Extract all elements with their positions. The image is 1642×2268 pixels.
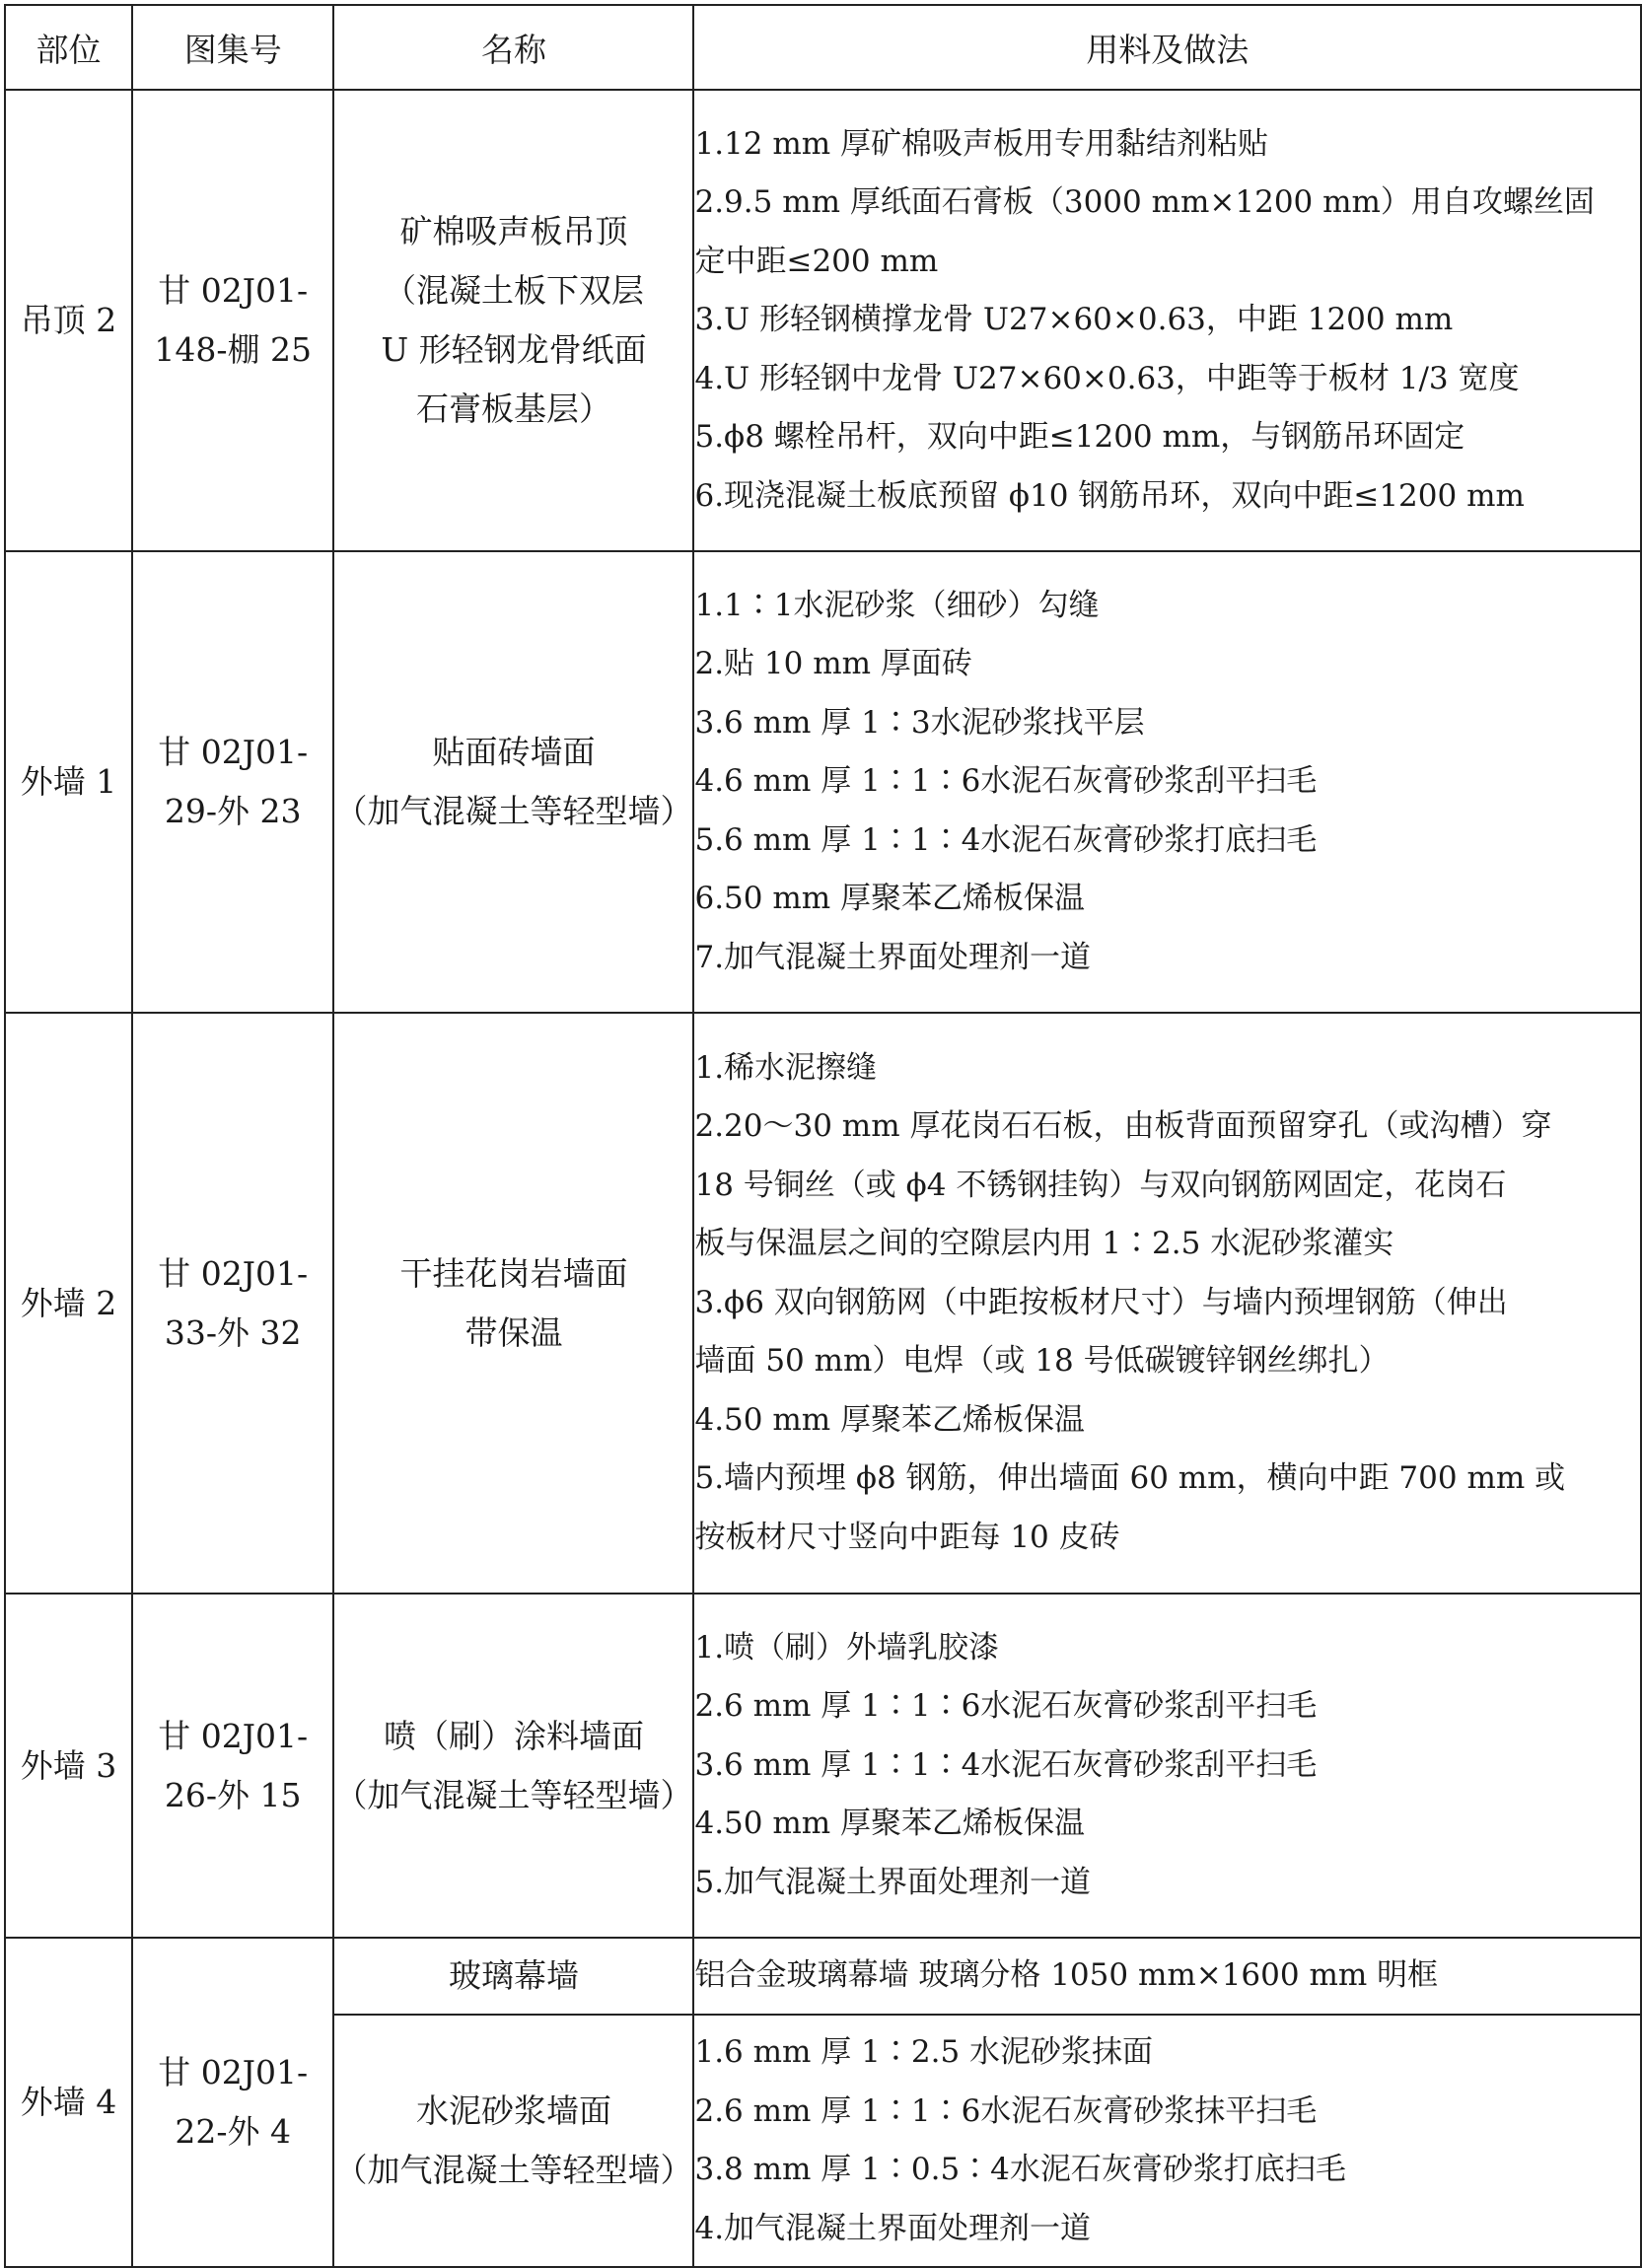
material-line: 墙面 50 mm）电焊（或 18 号低碳镀锌钢丝绑扎） bbox=[694, 1343, 1390, 1380]
material-line: 2.6 mm 厚 1∶1∶6水泥石灰膏砂浆刮平扫毛 bbox=[694, 1688, 1318, 1725]
material-line: 定中距≤200 mm bbox=[694, 243, 939, 279]
material-line: 5.加气混凝土界面处理剂一道 bbox=[694, 1864, 1092, 1900]
material-line: 按板材尺寸竖向中距每 10 皮砖 bbox=[694, 1519, 1120, 1555]
materials-cell bbox=[693, 1013, 1641, 1594]
part-cell: 外墙 1 bbox=[5, 551, 132, 1013]
name-cell: 喷（刷）涂料墙面 （加气混凝土等轻型墙） bbox=[333, 1594, 693, 1938]
header-part: 部位 bbox=[5, 5, 132, 90]
material-line: 3.ϕ6 双向钢筋网（中距按板材尺寸）与墙内预埋钢筋（伸出 bbox=[694, 1284, 1508, 1320]
header-materials: 用料及做法 bbox=[693, 5, 1641, 90]
material-line: 1.12 mm 厚矿棉吸声板用专用黏结剂粘贴 bbox=[694, 125, 1269, 162]
material-line: 6.50 mm 厚聚苯乙烯板保温 bbox=[694, 881, 1086, 917]
part-cell: 外墙 4 bbox=[5, 1938, 132, 2267]
table-row bbox=[5, 551, 1641, 1013]
material-line: 5.ϕ8 螺栓吊杆，双向中距≤1200 mm，与钢筋吊环固定 bbox=[694, 419, 1465, 456]
material-line: 5.墙内预埋 ϕ8 钢筋，伸出墙面 60 mm，横向中距 700 mm 或 bbox=[694, 1460, 1566, 1497]
materials-cell bbox=[693, 551, 1641, 1013]
material-line: 4.6 mm 厚 1∶1∶6水泥石灰膏砂浆刮平扫毛 bbox=[694, 763, 1318, 800]
materials-cell bbox=[693, 1594, 1641, 1938]
material-line: 1.1∶1水泥砂浆（细砂）勾缝 bbox=[694, 587, 1100, 623]
material-line: 1.6 mm 厚 1∶2.5 水泥砂浆抹面 bbox=[694, 2034, 1154, 2070]
material-line: 4.加气混凝土界面处理剂一道 bbox=[694, 2210, 1092, 2246]
atlas-cell: 甘 02J01- 33-外 32 bbox=[132, 1013, 334, 1594]
name-cell: 贴面砖墙面 （加气混凝土等轻型墙） bbox=[333, 551, 693, 1013]
atlas-cell: 甘 02J01- 22-外 4 bbox=[132, 1938, 334, 2267]
table-row bbox=[5, 1013, 1641, 1594]
material-line: 4.50 mm 厚聚苯乙烯板保温 bbox=[694, 1401, 1086, 1438]
atlas-cell: 甘 02J01- 26-外 15 bbox=[132, 1594, 334, 1938]
material-line: 2.6 mm 厚 1∶1∶6水泥石灰膏砂浆抹平扫毛 bbox=[694, 2092, 1318, 2129]
table-row bbox=[5, 1594, 1641, 1938]
material-line: 4.U 形轻钢中龙骨 U27×60×0.63，中距等于板材 1/3 宽度 bbox=[694, 360, 1520, 396]
header-name: 名称 bbox=[333, 5, 693, 90]
table-row bbox=[5, 90, 1641, 551]
material-line: 4.50 mm 厚聚苯乙烯板保温 bbox=[694, 1806, 1086, 1842]
atlas-cell: 甘 02J01- 148-棚 25 bbox=[132, 90, 334, 551]
material-line: 3.6 mm 厚 1∶1∶4水泥石灰膏砂浆刮平扫毛 bbox=[694, 1746, 1318, 1783]
material-line: 3.U 形轻钢横撑龙骨 U27×60×0.63，中距 1200 mm bbox=[694, 302, 1454, 338]
name-cell: 干挂花岗岩墙面 带保温 bbox=[333, 1013, 693, 1594]
spec-table bbox=[4, 4, 1642, 2268]
materials-cell bbox=[693, 2015, 1641, 2267]
material-line: 6.现浇混凝土板底预留 ϕ10 钢筋吊环，双向中距≤1200 mm bbox=[694, 477, 1525, 514]
material-line: 2.贴 10 mm 厚面砖 bbox=[694, 646, 972, 682]
header-row bbox=[5, 5, 1641, 90]
material-line: 铝合金玻璃幕墙 玻璃分格 1050 mm×1600 mm 明框 bbox=[694, 1957, 1439, 1994]
atlas-cell: 甘 02J01- 29-外 23 bbox=[132, 551, 334, 1013]
header-atlas: 图集号 bbox=[132, 5, 334, 90]
material-line: 2.9.5 mm 厚纸面石膏板（3000 mm×1200 mm）用自攻螺丝固 bbox=[694, 184, 1595, 221]
material-line: 1.稀水泥擦缝 bbox=[694, 1049, 878, 1086]
name-cell: 矿棉吸声板吊顶 （混凝土板下双层 U 形轻钢龙骨纸面 石膏板基层） bbox=[333, 90, 693, 551]
material-line: 5.6 mm 厚 1∶1∶4水泥石灰膏砂浆打底扫毛 bbox=[694, 821, 1318, 858]
materials-cell bbox=[693, 1938, 1641, 2015]
name-cell: 水泥砂浆墙面 （加气混凝土等轻型墙） bbox=[333, 2015, 693, 2267]
material-line: 板与保温层之间的空隙层内用 1∶2.5 水泥砂浆灌实 bbox=[694, 1226, 1394, 1262]
table-row bbox=[5, 1938, 1641, 2015]
material-line: 3.6 mm 厚 1∶3水泥砂浆找平层 bbox=[694, 704, 1145, 741]
material-line: 18 号铜丝（或 ϕ4 不锈钢挂钩）与双向钢筋网固定，花岗石 bbox=[694, 1167, 1507, 1203]
material-line: 1.喷（刷）外墙乳胶漆 bbox=[694, 1629, 1000, 1666]
part-cell: 吊顶 2 bbox=[5, 90, 132, 551]
materials-cell bbox=[693, 90, 1641, 551]
material-line: 2.20～30 mm 厚花岗石石板，由板背面预留穿孔（或沟槽）穿 bbox=[694, 1108, 1552, 1145]
material-line: 3.8 mm 厚 1∶0.5∶4水泥石灰膏砂浆打底扫毛 bbox=[694, 2152, 1346, 2187]
name-cell: 玻璃幕墙 bbox=[333, 1938, 693, 2015]
part-cell: 外墙 2 bbox=[5, 1013, 132, 1594]
part-cell: 外墙 3 bbox=[5, 1594, 132, 1938]
material-line: 7.加气混凝土界面处理剂一道 bbox=[694, 939, 1092, 975]
